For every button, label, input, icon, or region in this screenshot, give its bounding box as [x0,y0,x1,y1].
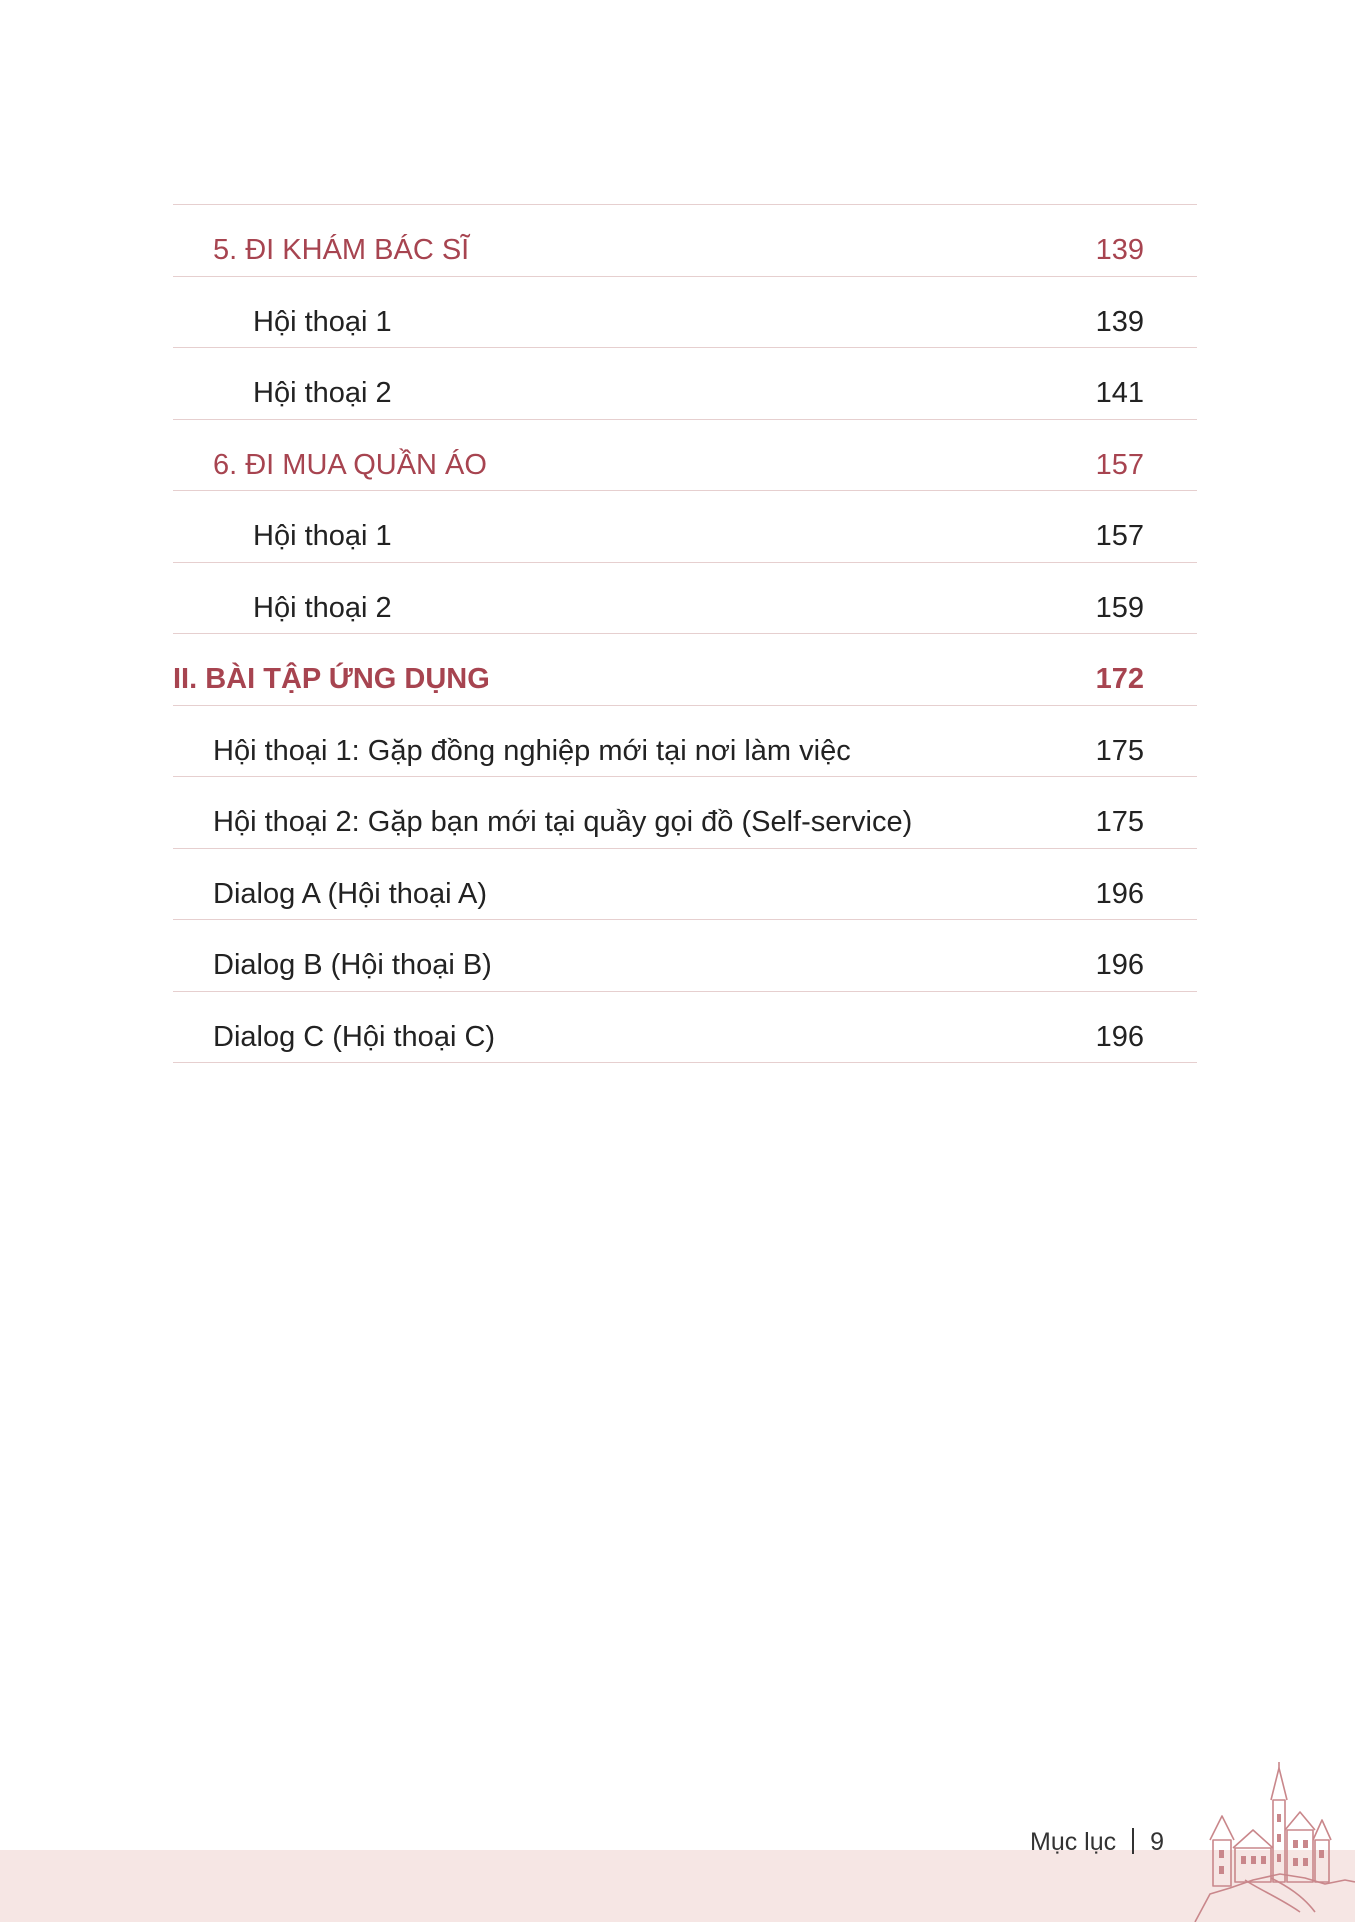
footer-divider [1132,1828,1134,1854]
toc-entry[interactable] [173,563,1197,635]
toc-entry[interactable] [173,992,1197,1064]
toc-entry[interactable] [173,777,1197,849]
toc-entry-label: Hội thoại 1 [253,520,392,552]
toc-entry-page: 196 [1095,877,1144,910]
toc-entry-label: Dialog A (Hội thoại A) [213,877,488,910]
toc-entry-page: 159 [1095,591,1144,624]
footer-band [0,1850,1355,1922]
castle-illustration-icon [1175,1762,1355,1922]
toc-entry-page: 175 [1095,806,1144,838]
toc-entry-page: 139 [1095,234,1144,266]
toc-entry-part-2[interactable] [173,634,1197,706]
toc-entry-label: Hội thoại 2 [253,377,392,409]
toc-entry-page: 175 [1095,734,1144,767]
toc-entry-chapter-6[interactable] [173,420,1197,492]
toc-entry-page: 196 [1095,1020,1144,1053]
page-number: 9 [1150,1828,1165,1856]
toc-entry-page: 172 [1095,663,1144,695]
toc-entry-label: II. BÀI TẬP ỨNG DỤNG [173,663,490,695]
toc-entry-page: 139 [1095,305,1144,338]
table-of-contents [173,204,1197,1063]
toc-entry[interactable] [173,277,1197,349]
toc-entry-label: Hội thoại 1 [253,305,392,338]
toc-entry-label: 5. ĐI KHÁM BÁC SĨ [213,234,470,266]
page-footer [1030,1828,1164,1857]
toc-entry-label: Dialog B (Hội thoại B) [213,949,492,981]
toc-entry-label: Dialog C (Hội thoại C) [213,1020,496,1053]
toc-entry[interactable] [173,849,1197,921]
toc-entry-label: Hội thoại 2 [253,591,392,624]
toc-entry-page: 157 [1095,448,1144,481]
footer-section-label: Mục lục [1030,1828,1117,1856]
toc-entry-page: 157 [1095,520,1144,552]
toc-entry[interactable] [173,920,1197,992]
toc-entry-page: 141 [1095,377,1144,409]
toc-entry-chapter-5[interactable] [173,205,1197,277]
toc-entry[interactable] [173,706,1197,778]
toc-entry-page: 196 [1095,949,1144,981]
toc-entry[interactable] [173,491,1197,563]
toc-entry-label: Hội thoại 1: Gặp đồng nghiệp mới tại nơi làm việc [213,734,851,767]
toc-entry-label: Hội thoại 2: Gặp bạn mới tại quầy gọi đồ (Self-service) [213,806,913,838]
toc-entry-label: 6. ĐI MUA QUẦN ÁO [213,448,487,481]
toc-entry[interactable] [173,348,1197,420]
